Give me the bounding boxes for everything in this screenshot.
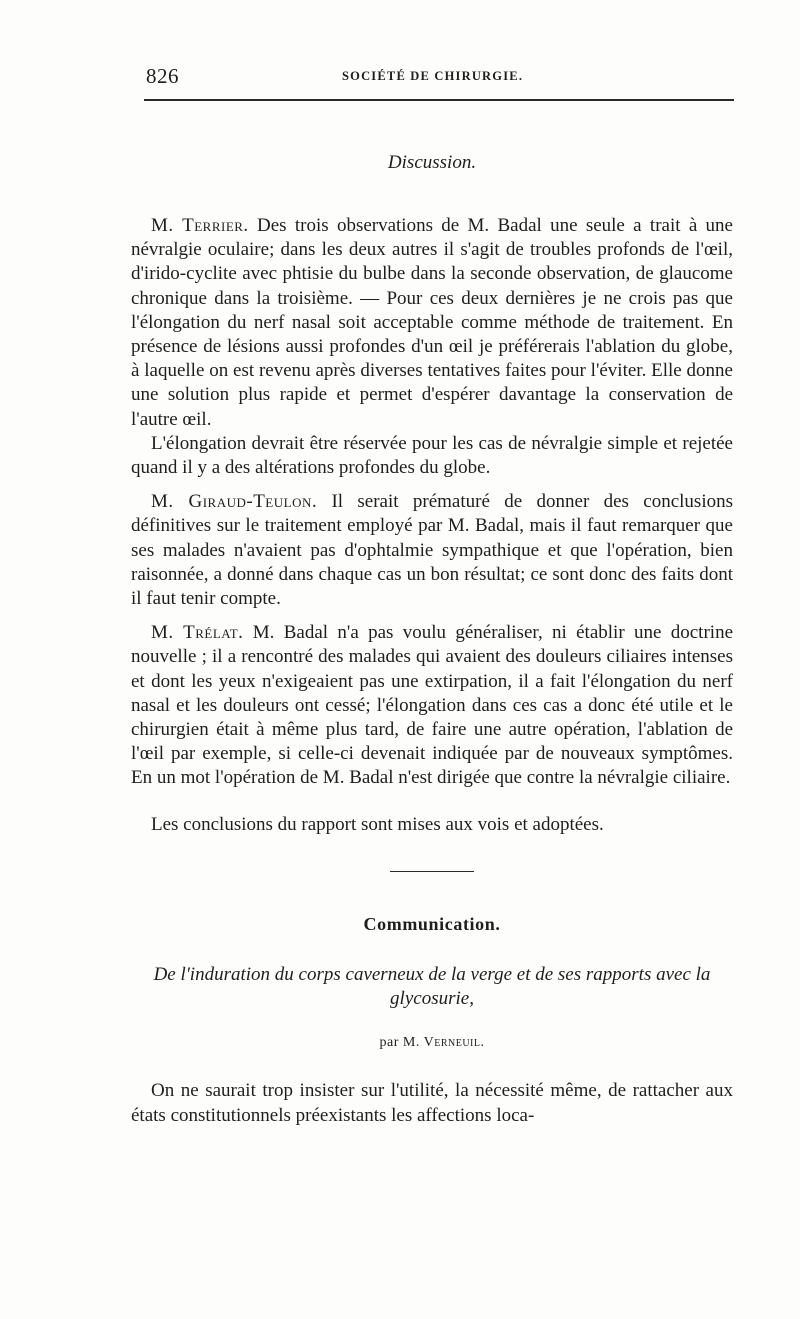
page-header: [128, 64, 733, 88]
terrier-paragraph: [131, 214, 733, 432]
page-number: 826: [146, 64, 179, 88]
byline-prefix: par: [379, 1035, 399, 1051]
giraud-teulon-paragraph: [131, 490, 733, 611]
terrier-continuation-paragraph: L'élongation devrait être réservée pour les cas de névralgie simple et rejetée quand il y a des altérations profondes du globe.: [131, 432, 733, 479]
section-divider: [390, 871, 474, 873]
trelat-paragraph: [131, 621, 733, 790]
speaker-name: M. Giraud-Teulon.: [151, 491, 318, 513]
byline: [131, 1035, 733, 1051]
giraud-teulon-text: Il serait prématuré de donner des conclusions définitives sur le traitement employé par M. Badal, mais il faut remarquer que ses malades n'avaient pas d'ophtalmie sympathique et que l'opération, bien raisonnée, a donné dans chaque cas un bon résultat; ce sont donc des faits dont il faut tenir compte.: [131, 491, 733, 610]
conclusion-paragraph: Les conclusions du rapport sont mises aux vois et adoptées.: [151, 813, 604, 835]
header-rule: [144, 99, 734, 101]
speaker-name: M. Terrier.: [151, 215, 249, 236]
communication-heading: Communication.: [363, 914, 501, 935]
article-title: De l'induration du corps caverneux de la verge et de ses rapports avec la glycosurie,: [153, 964, 711, 1010]
author-name: M. Verneuil.: [402, 1035, 485, 1051]
speaker-name: M. Trélat.: [151, 622, 244, 644]
discussion-title: Discussion.: [387, 152, 477, 173]
trelat-text: M. Badal n'a pas voulu généraliser, ni établir une doctrine nouvelle ; il a rencontré des malades qui avaient des douleurs ciliaires intenses et dont les yeux n'exigeaient pas une extirpation, il a fait l'élongation du nerf nasal et les douleurs ont cessé; l'élongation dans ces cas a donc été utile et le chirurgien était à même plus tard, de faire une autre opération, l'ablation de l'œil par exemple, si celle-ci devenait indiquée par de nouveaux symptômes. En un mot l'opération de M. Badal n'est dirigée que contre la névralgie ciliaire.: [131, 622, 734, 789]
running-title: SOCIÉTÉ DE CHIRURGIE.: [342, 69, 524, 83]
terrier-text: Des trois observations de M. Badal une seule a trait à une névralgie oculaire; dans les deux autres il s'agit de troubles profonds de l'œil, d'irido-cyclite avec phtisie du bulbe dans la seconde observation, de glaucome chronique dans la troisième. — Pour ces deux dernières je ne crois pas que l'élongation du nerf nasal soit acceptable comme méthode de traitement. En présence de lésions aussi profondes d'un œil je préférerais l'ablation du globe, à laquelle on est revenu après diverses tentatives faites pour l'éviter. Elle donne une solution plus rapide et permet d'espérer davantage la conservation de l'autre œil.: [131, 215, 733, 430]
text-column: [131, 140, 733, 1128]
communication-intro-paragraph: On ne saurait trop insister sur l'utilité, la nécessité même, de rattacher aux états constitutionnels préexistants les affections loca-: [131, 1080, 733, 1126]
